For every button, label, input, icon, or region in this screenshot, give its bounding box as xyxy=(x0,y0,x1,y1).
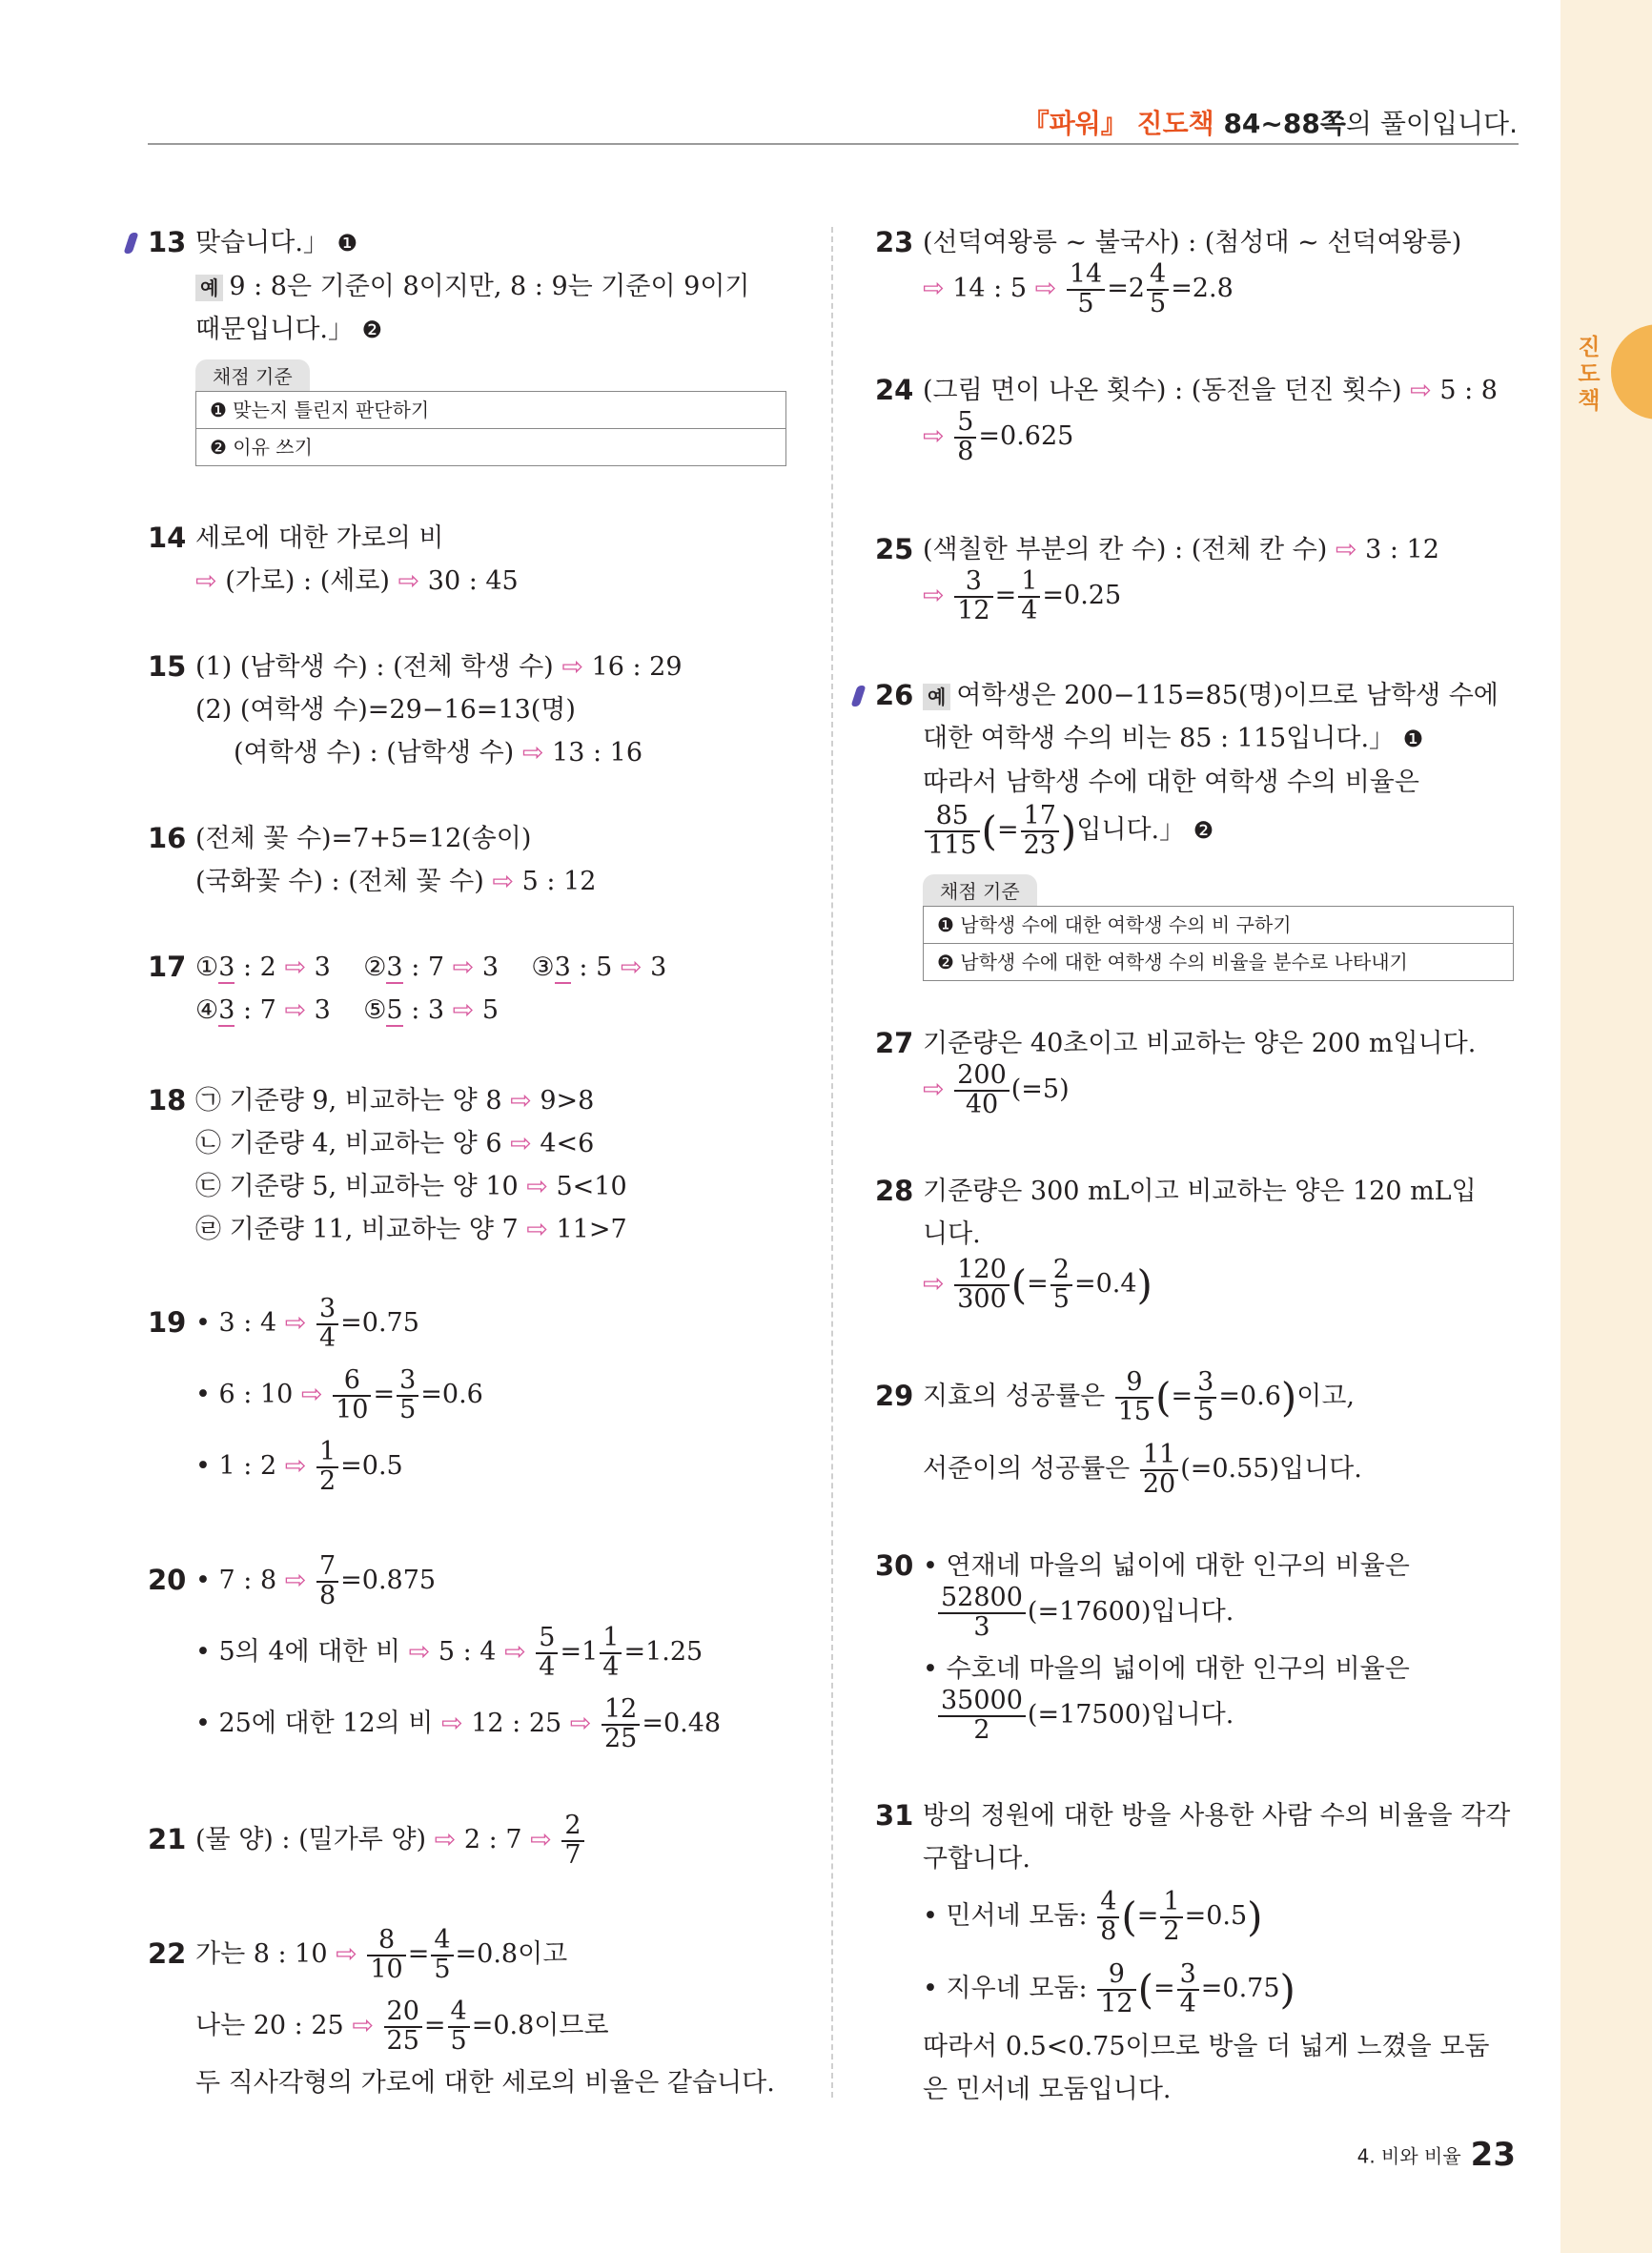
value: =1 xyxy=(560,1637,599,1667)
text: • 5의 4에 대한 비 xyxy=(195,1637,401,1667)
paren: ( xyxy=(1155,1374,1172,1421)
pen-icon xyxy=(123,233,138,254)
problem-number: 29 xyxy=(875,1380,914,1412)
fraction: $\frac{1}{2}$ xyxy=(316,1439,338,1495)
text: • 민서네 모둠: xyxy=(923,1901,1088,1931)
problem-23 xyxy=(875,221,1523,324)
fraction: $\frac{200}{40}$ xyxy=(954,1062,1010,1118)
text: ㉢ 기준량 5, 비교하는 양 10 xyxy=(195,1172,519,1201)
page-number: 23 xyxy=(1470,2136,1516,2174)
problem-22 xyxy=(148,1918,815,2104)
problem-16 xyxy=(148,817,815,903)
text: (국화꽃 수) : (전체 꽃 수) xyxy=(195,867,484,896)
paren: ( xyxy=(981,808,997,854)
fraction: $\frac{3}{5}$ xyxy=(397,1367,418,1423)
choice-mark: ③ xyxy=(531,952,555,982)
marker: ❶ xyxy=(337,230,358,256)
equals: = xyxy=(1171,1382,1193,1411)
problem-28 xyxy=(875,1170,1523,1321)
text: (그림 면이 나온 횟수) : (동전을 던진 횟수) xyxy=(923,376,1402,405)
value: 5 xyxy=(386,995,403,1025)
text: 때문입니다.」 xyxy=(195,315,354,344)
example-badge: 예 xyxy=(923,684,950,710)
scoring-rubric xyxy=(195,359,786,466)
text: • 25에 대한 12의 비 xyxy=(195,1709,434,1738)
arrow-icon: ⇨ xyxy=(530,1825,552,1854)
text: (선덕여왕릉 ~ 불국사) : (첨성대 ~ 선덕여왕릉) xyxy=(923,228,1462,257)
arrow-icon: ⇨ xyxy=(300,1380,323,1409)
paren: ( xyxy=(1121,1894,1137,1940)
arrow-icon: ⇨ xyxy=(284,952,307,982)
rubric-item: ❷ 이유 쓰기 xyxy=(196,428,785,465)
rubric-item: ❷ 남학생 수에 대한 여학생 수의 비율을 분수로 나타내기 xyxy=(924,943,1513,980)
text: 맞습니다.」 xyxy=(195,228,329,257)
text: 따라서 남학생 수에 대한 여학생 수의 비율은 xyxy=(923,768,1419,797)
text: (전체 꽃 수)=7+5=12(송이) xyxy=(195,824,532,853)
problem-number: 18 xyxy=(148,1084,187,1116)
choice-mark: ② xyxy=(363,952,387,982)
problem-number: 24 xyxy=(875,374,914,406)
fraction: $\frac{3}{4}$ xyxy=(316,1296,338,1352)
arrow-icon: ⇨ xyxy=(569,1709,592,1738)
example-badge: 예 xyxy=(195,275,223,301)
problem-19 xyxy=(148,1287,815,1502)
text: 16 : 29 xyxy=(591,652,683,682)
equals: = xyxy=(1027,1269,1049,1299)
value: =0.5 xyxy=(1184,1901,1248,1931)
arrow-icon: ⇨ xyxy=(521,738,544,768)
equals: = xyxy=(407,1939,430,1969)
problem-number: 28 xyxy=(875,1175,914,1207)
fraction: $\frac{2}{7}$ xyxy=(561,1813,583,1869)
text: 기준량은 300 mL이고 비교하는 양은 120 mL입 xyxy=(923,1177,1477,1206)
text: 3 : 12 xyxy=(1365,535,1439,564)
text: (물 양) : (밀가루 양) xyxy=(195,1825,427,1854)
column-divider xyxy=(831,227,833,2098)
text: 세로에 대한 가로의 비 xyxy=(195,523,444,553)
problem-15 xyxy=(148,645,815,774)
equals: = xyxy=(1152,1974,1175,2003)
arrow-icon: ⇨ xyxy=(526,1215,548,1244)
value: =2.8 xyxy=(1171,274,1234,303)
value: 3 xyxy=(554,952,571,982)
arrow-icon: ⇨ xyxy=(284,1566,307,1595)
problem-number: 13 xyxy=(148,226,187,258)
equals: = xyxy=(994,581,1017,610)
fraction: $\frac{1}{4}$ xyxy=(600,1625,622,1681)
fraction: $\frac{3}{5}$ xyxy=(1194,1369,1216,1425)
text: • 6 : 10 xyxy=(195,1380,294,1409)
fraction: $\frac{3}{12}$ xyxy=(954,568,992,625)
equals: = xyxy=(1136,1901,1159,1931)
value: 3 xyxy=(314,952,331,982)
fraction: $\frac{1}{2}$ xyxy=(1160,1889,1182,1945)
fraction: $\frac{2}{5}$ xyxy=(1050,1257,1072,1313)
text: 여학생은 200−115=85(명)이므로 남학생 수에 xyxy=(956,681,1499,710)
text: =0.8이므로 xyxy=(471,2011,609,2040)
arrow-icon: ⇨ xyxy=(561,652,583,682)
text: 12 : 25 xyxy=(471,1709,562,1738)
fraction: $\frac{9}{15}$ xyxy=(1115,1369,1153,1425)
text: 가는 8 : 10 xyxy=(195,1939,328,1969)
text: 두 직사각형의 가로에 대한 세로의 비율은 같습니다. xyxy=(195,2068,775,2098)
paren: ( xyxy=(1137,1966,1153,2013)
arrow-icon: ⇨ xyxy=(352,2011,374,2040)
value: : 3 xyxy=(402,995,445,1025)
side-tab-label: 진도책 xyxy=(1578,334,1601,414)
paren: ) xyxy=(1280,1374,1297,1421)
value: 3 xyxy=(218,952,235,982)
value: 5<10 xyxy=(556,1172,627,1201)
value: =0.4 xyxy=(1073,1269,1137,1299)
value: =0.6 xyxy=(1218,1382,1281,1411)
text: • 7 : 8 xyxy=(195,1566,277,1595)
arrow-icon: ⇨ xyxy=(284,1451,307,1481)
problem-17 xyxy=(148,946,815,1032)
fraction: $\frac{20}{25}$ xyxy=(384,1998,422,2055)
text: (=17500)입니다. xyxy=(1027,1700,1234,1730)
text: 지효의 성공률은 xyxy=(923,1382,1106,1411)
chapter-label: 4. 비와 비율 xyxy=(1356,2144,1461,2168)
text: • 지우네 모둠: xyxy=(923,1974,1088,2003)
text: ㉡ 기준량 4, 비교하는 양 6 xyxy=(195,1129,502,1158)
problem-number: 31 xyxy=(875,1799,914,1832)
value: 3 xyxy=(386,952,403,982)
text: 구합니다. xyxy=(923,1844,1030,1874)
problem-number: 21 xyxy=(148,1823,187,1855)
problem-21 xyxy=(148,1804,815,1875)
choice-mark: ④ xyxy=(195,995,219,1025)
arrow-icon: ⇨ xyxy=(923,1269,945,1299)
problem-29 xyxy=(875,1361,1523,1505)
fraction: $\frac{5}{4}$ xyxy=(536,1625,558,1681)
value: =2 xyxy=(1107,274,1145,303)
arrow-icon: ⇨ xyxy=(923,274,945,303)
problem-13 xyxy=(148,221,815,466)
arrow-icon: ⇨ xyxy=(510,1086,532,1116)
text: (색칠한 부분의 칸 수) : (전체 칸 수) xyxy=(923,535,1328,564)
text: 서준이의 성공률은 xyxy=(923,1454,1131,1484)
value: =0.25 xyxy=(1042,581,1122,610)
text: 방의 정원에 대한 방을 사용한 사람 수의 비율을 각각 xyxy=(923,1801,1511,1831)
arrow-icon: ⇨ xyxy=(923,581,945,610)
value: 4<6 xyxy=(540,1129,595,1158)
fraction: $\frac{3}{4}$ xyxy=(1177,1961,1199,2017)
paren: ) xyxy=(1136,1261,1152,1308)
fraction: $\frac{120}{300}$ xyxy=(954,1257,1010,1313)
marker: ❷ xyxy=(1193,817,1214,844)
arrow-icon: ⇨ xyxy=(284,995,307,1025)
header-book: 『파워』 진도책 xyxy=(1022,108,1214,139)
fraction: $\frac{11}{20}$ xyxy=(1140,1442,1178,1498)
rubric-item: ❶ 맞는지 틀린지 판단하기 xyxy=(210,399,430,421)
text: ㉣ 기준량 11, 비교하는 양 7 xyxy=(195,1215,519,1244)
text: 30 : 45 xyxy=(427,566,519,596)
problem-number: 15 xyxy=(148,650,187,683)
value: 3 xyxy=(314,995,331,1025)
value: =1.25 xyxy=(623,1637,704,1667)
paren: ) xyxy=(1060,808,1077,854)
text: 5 : 4 xyxy=(438,1637,497,1667)
value: =0.75 xyxy=(1200,1974,1280,2003)
text: 2 : 7 xyxy=(463,1825,522,1854)
text: • 1 : 2 xyxy=(195,1451,277,1481)
paren: ) xyxy=(1247,1894,1263,1940)
arrow-icon: ⇨ xyxy=(284,1308,307,1338)
value: 3 xyxy=(218,995,235,1025)
text: =0.8이고 xyxy=(455,1939,568,1969)
text: 기준량은 40초이고 비교하는 양은 200 m입니다. xyxy=(923,1029,1477,1058)
value: 5 xyxy=(481,995,500,1025)
arrow-icon: ⇨ xyxy=(434,1825,457,1854)
text: 9 : 8은 기준이 8이지만, 8 : 9는 기준이 9이기 xyxy=(229,272,750,301)
text: • 수호네 마을의 넓이에 대한 인구의 비율은 xyxy=(923,1654,1410,1684)
problem-number: 16 xyxy=(148,822,187,854)
fraction: $\frac{14}{5}$ xyxy=(1067,261,1105,317)
value: 9>8 xyxy=(540,1086,595,1116)
value: =0.875 xyxy=(340,1566,437,1595)
problem-18 xyxy=(148,1079,815,1251)
header-pages: 84~88쪽 xyxy=(1223,108,1346,139)
problem-number: 23 xyxy=(875,226,914,258)
fraction: $\frac{52800}{3}$ xyxy=(938,1585,1026,1641)
header-rule xyxy=(148,143,1519,145)
problem-25 xyxy=(875,528,1523,631)
value: =0.625 xyxy=(978,421,1074,451)
equals: = xyxy=(996,815,1019,845)
fraction: $\frac{5}{8}$ xyxy=(954,409,976,465)
rubric-title: 채점 기준 xyxy=(923,874,1037,906)
problem-14 xyxy=(148,517,815,603)
value: (=5) xyxy=(1010,1075,1070,1104)
fraction: $\frac{12}{25}$ xyxy=(602,1696,640,1752)
value: 3 xyxy=(650,952,667,982)
arrow-icon: ⇨ xyxy=(510,1129,532,1158)
arrow-icon: ⇨ xyxy=(408,1637,431,1667)
problem-number: 22 xyxy=(148,1937,187,1970)
fraction: $\frac{4}{5}$ xyxy=(448,1998,470,2055)
problem-number: 20 xyxy=(148,1564,187,1596)
value: : 5 xyxy=(570,952,613,982)
choice-mark: ⑤ xyxy=(363,995,387,1025)
value: : 2 xyxy=(235,952,276,982)
arrow-icon: ⇨ xyxy=(452,952,475,982)
page-footer xyxy=(1354,2136,1516,2174)
arrow-icon: ⇨ xyxy=(923,421,945,451)
arrow-icon: ⇨ xyxy=(440,1709,463,1738)
problem-number: 30 xyxy=(875,1549,914,1582)
arrow-icon: ⇨ xyxy=(195,566,217,596)
value: =0.6 xyxy=(420,1380,483,1409)
value: 3 xyxy=(481,952,500,982)
equals: = xyxy=(373,1380,396,1409)
fraction: $\frac{9}{12}$ xyxy=(1097,1961,1135,2017)
arrow-icon: ⇨ xyxy=(620,952,642,982)
rubric-title: 채점 기준 xyxy=(195,359,310,391)
problem-27 xyxy=(875,1022,1523,1125)
text: (=0.55)입니다. xyxy=(1180,1454,1362,1484)
text: 13 : 16 xyxy=(552,738,643,768)
arrow-icon: ⇨ xyxy=(526,1172,548,1201)
paren: ) xyxy=(1279,1966,1295,2013)
text: (2) (여학생 수)=29−16=13(명) xyxy=(195,695,576,725)
text: 나는 20 : 25 xyxy=(195,2011,344,2040)
marker: ❷ xyxy=(361,317,383,343)
fraction: $\frac{1}{4}$ xyxy=(1018,568,1040,625)
text: 입니다.」 xyxy=(1076,815,1186,845)
value: 11>7 xyxy=(556,1215,627,1244)
problem-20 xyxy=(148,1545,815,1759)
fraction: $\frac{4}{5}$ xyxy=(431,1927,453,1983)
text: 은 민서네 모둠입니다. xyxy=(923,2075,1172,2104)
arrow-icon: ⇨ xyxy=(1034,274,1057,303)
problem-26 xyxy=(875,674,1523,981)
paren: ( xyxy=(1010,1261,1028,1308)
arrow-icon: ⇨ xyxy=(1410,376,1432,405)
page-header xyxy=(153,103,1518,141)
problem-24 xyxy=(875,369,1523,472)
arrow-icon: ⇨ xyxy=(923,1075,945,1104)
marker: ❶ xyxy=(1402,726,1424,752)
value: : 7 xyxy=(235,995,276,1025)
problem-number: 27 xyxy=(875,1027,914,1059)
header-tail: 의 풀이입니다. xyxy=(1345,108,1518,139)
text: • 연재네 마을의 넓이에 대한 인구의 비율은 xyxy=(923,1551,1410,1581)
text: 14 : 5 xyxy=(952,274,1028,303)
value: =0.75 xyxy=(340,1308,419,1338)
problem-number: 14 xyxy=(148,522,187,554)
value: : 7 xyxy=(402,952,445,982)
problem-number: 26 xyxy=(875,679,914,711)
text: 5 : 8 xyxy=(1439,376,1498,405)
fraction: $\frac{35000}{2}$ xyxy=(938,1688,1026,1744)
fraction: $\frac{4}{5}$ xyxy=(1147,261,1169,317)
fraction: $\frac{17}{23}$ xyxy=(1021,803,1059,859)
value: =0.5 xyxy=(340,1451,403,1481)
rubric-item: ❶ 남학생 수에 대한 여학생 수의 비 구하기 xyxy=(937,913,1292,936)
arrow-icon: ⇨ xyxy=(1335,535,1357,564)
arrow-icon: ⇨ xyxy=(452,995,475,1025)
fraction: $\frac{4}{8}$ xyxy=(1097,1889,1119,1945)
text: • 3 : 4 xyxy=(195,1308,277,1338)
text: (=17600)입니다. xyxy=(1027,1597,1234,1627)
arrow-icon: ⇨ xyxy=(492,867,515,896)
choice-mark: ① xyxy=(195,952,219,982)
fraction: $\frac{8}{10}$ xyxy=(367,1927,405,1983)
fraction: $\frac{85}{115}$ xyxy=(925,803,980,859)
problem-number: 17 xyxy=(148,951,187,983)
problem-31 xyxy=(875,1794,1523,2111)
equals: = xyxy=(423,2011,446,2040)
text: 니다. xyxy=(923,1219,981,1249)
text: ㉠ 기준량 9, 비교하는 양 8 xyxy=(195,1086,502,1116)
text: (여학생 수) : (남학생 수) xyxy=(234,738,515,768)
value: =0.48 xyxy=(642,1709,722,1738)
text: 이고, xyxy=(1296,1382,1356,1411)
arrow-icon: ⇨ xyxy=(336,1939,357,1969)
scoring-rubric xyxy=(923,874,1514,981)
fraction: $\frac{7}{8}$ xyxy=(316,1553,338,1609)
text: 대한 여학생 수의 비는 85 : 115입니다.」 xyxy=(923,724,1396,753)
problem-number: 19 xyxy=(148,1306,187,1339)
fraction: $\frac{6}{10}$ xyxy=(333,1367,371,1423)
text: (가로) : (세로) xyxy=(225,566,390,596)
text: 5 : 12 xyxy=(521,867,597,896)
pen-icon xyxy=(850,686,866,707)
arrow-icon: ⇨ xyxy=(398,566,420,596)
text: 따라서 0.5<0.75이므로 방을 더 넓게 느꼈을 모둠 xyxy=(923,2032,1490,2061)
text: (1) (남학생 수) : (전체 학생 수) xyxy=(195,652,554,682)
arrow-icon: ⇨ xyxy=(504,1637,526,1667)
problem-30 xyxy=(875,1545,1523,1751)
problem-number: 25 xyxy=(875,533,914,565)
